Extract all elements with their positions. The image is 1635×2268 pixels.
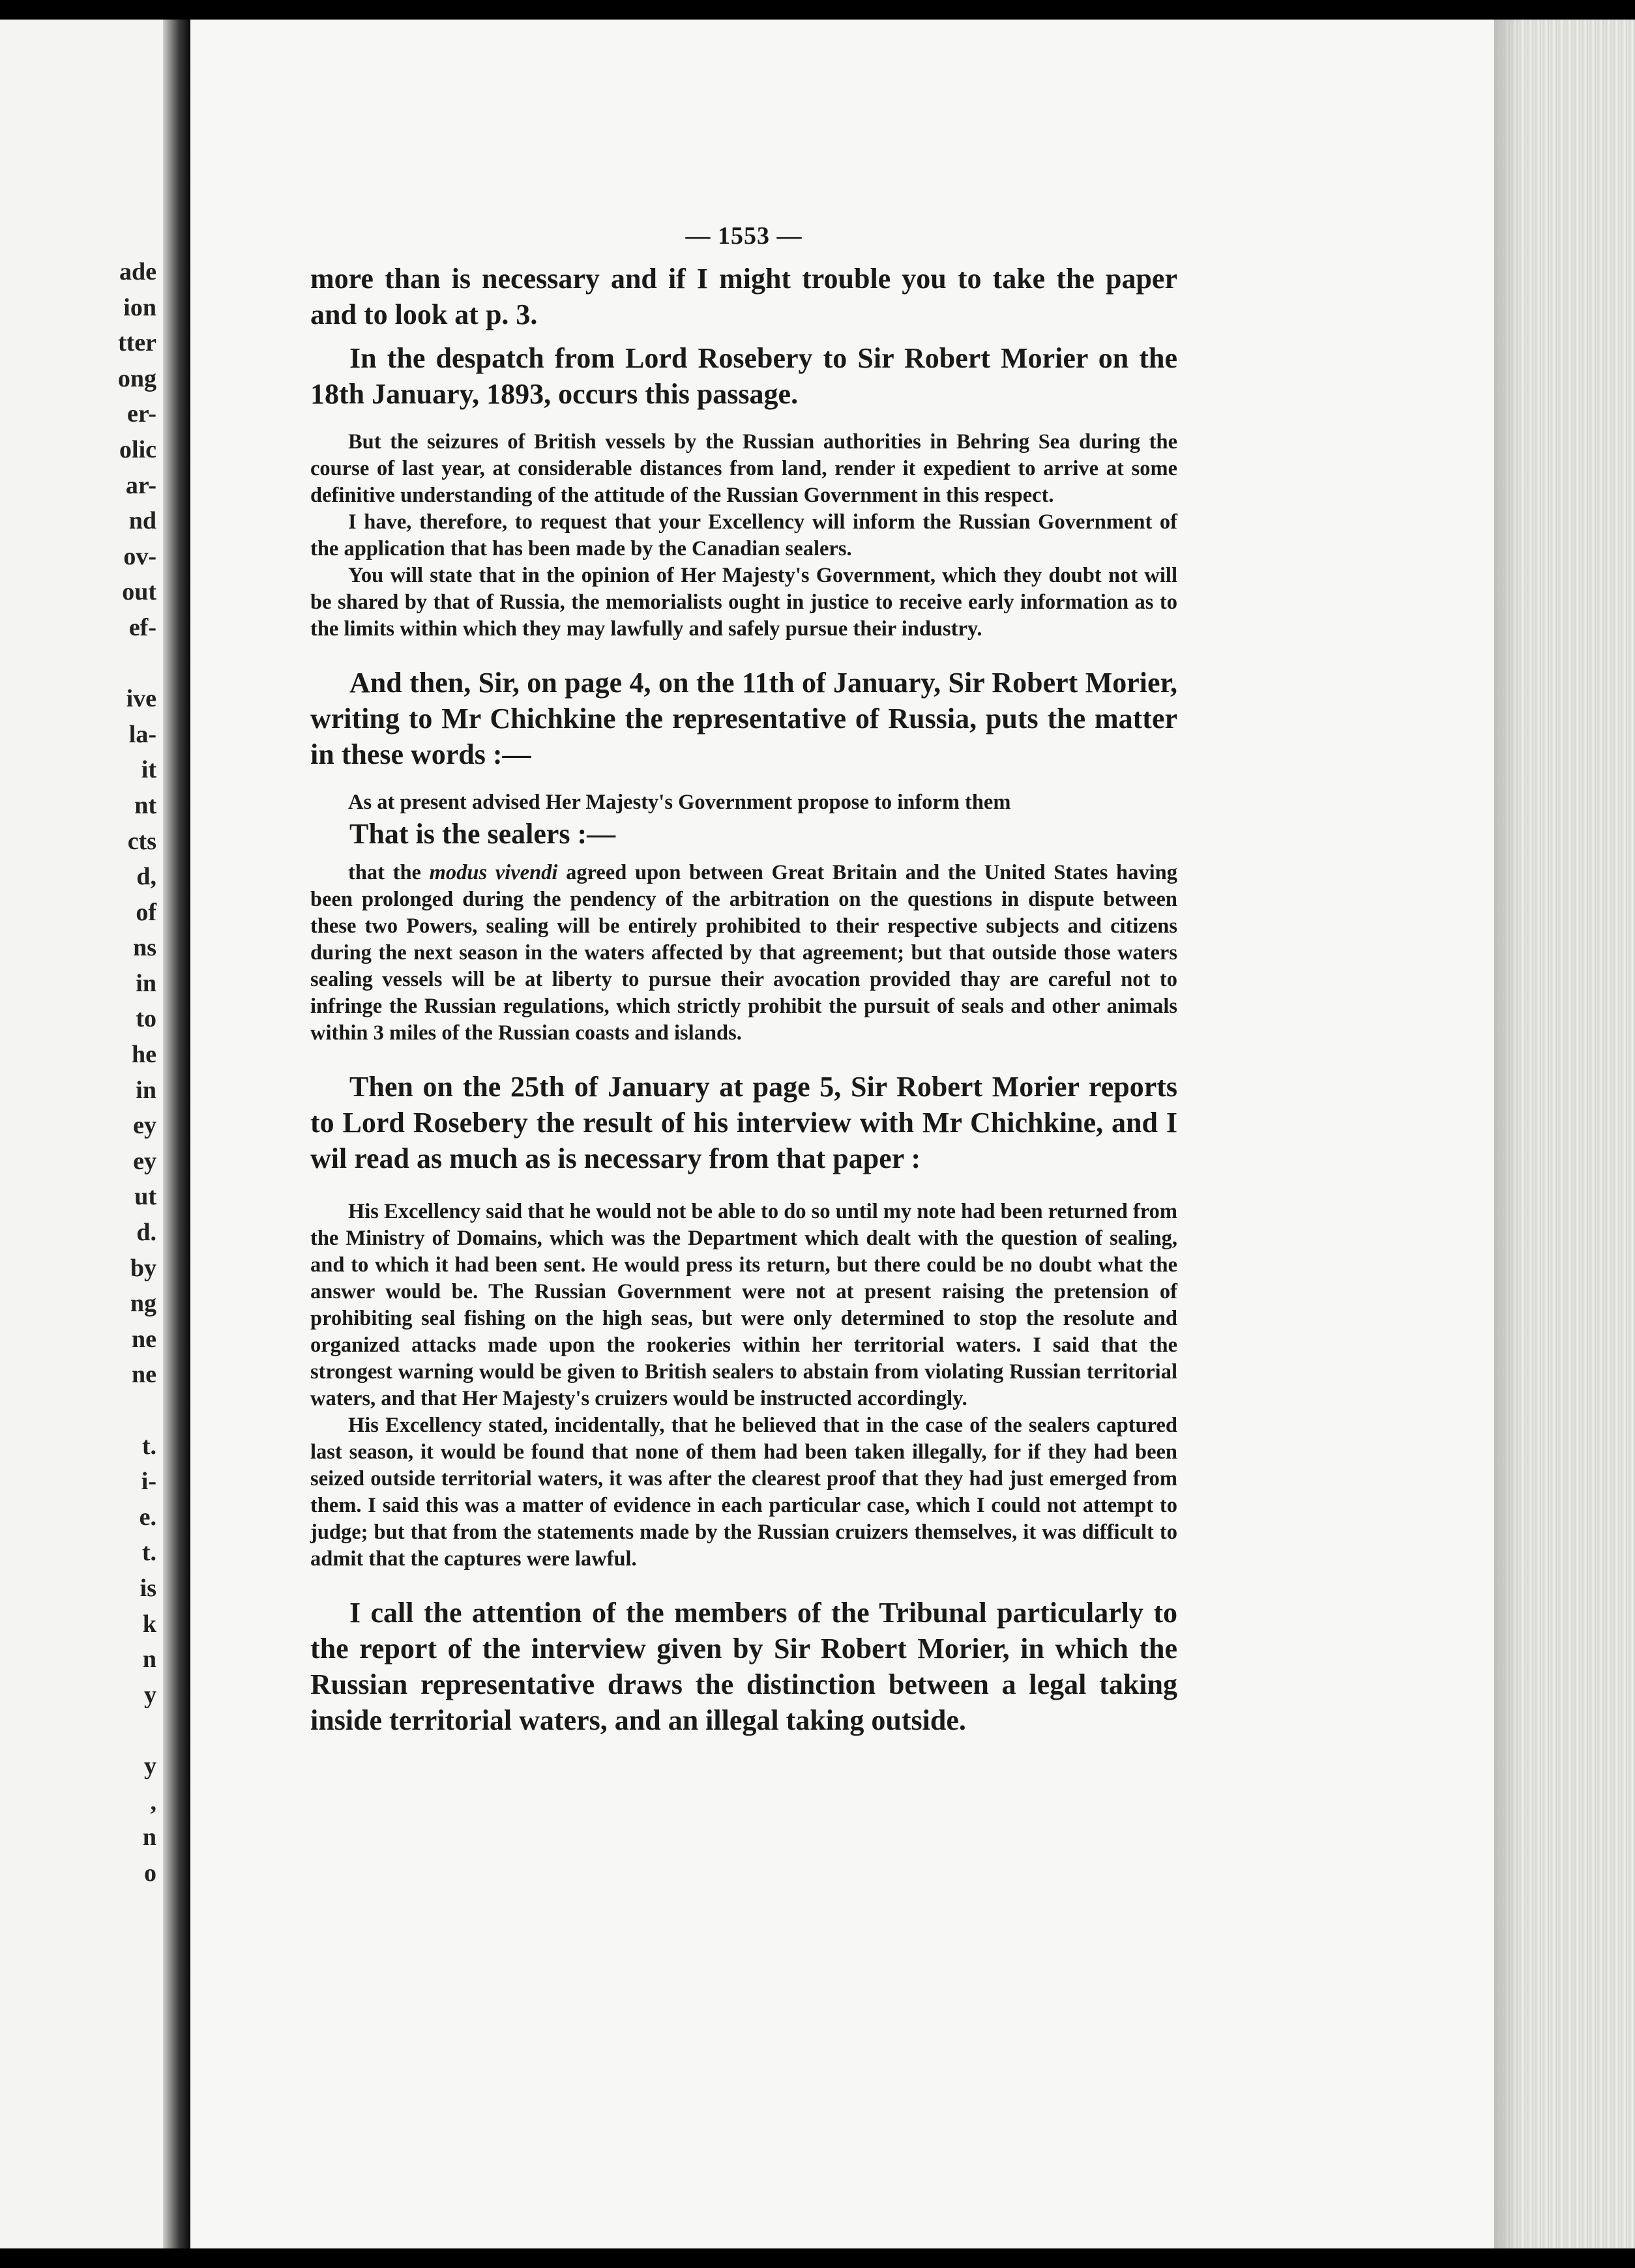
left-fragment: ne xyxy=(132,1325,156,1353)
left-fragment xyxy=(0,646,156,682)
page-text xyxy=(310,222,1177,1738)
left-fragment: in xyxy=(136,969,156,997)
left-fragment: is xyxy=(140,1574,156,1602)
left-fragment: t. xyxy=(141,1432,156,1460)
quote-rosebery-1: But the seizures of British vessels by the Russian authorities in Behring Sea during the course of last year, at considerable distances from land, render it expedient to arrive at some definitive understanding of the attitude of the Russian Government in this respect. xyxy=(310,430,1177,507)
left-fragment: n xyxy=(142,1646,156,1674)
left-fragment: ade xyxy=(119,258,156,285)
left-fragment: ov- xyxy=(123,542,156,570)
quote-rosebery-3: You will state that in the opinion of Her Majesty's Government, which they doubt not will be shared by that of Russia, the memorialists ought in justice to receive early information as to the limits within which they may lawfully and safely pursue their industry. xyxy=(310,564,1177,641)
left-fragment: out xyxy=(122,578,156,606)
page-number: — 1553 — xyxy=(685,222,803,250)
left-fragment: ive xyxy=(126,685,156,713)
paragraph-tribunal: I call the attention of the members of the Tribunal particularly to the report of the interview given by Sir Robert Morier, in which the Russian representative draws the distinction between a legal taking inside territorial waters, and an illegal taking outside. xyxy=(310,1597,1177,1736)
paragraph-continuation: more than is necessary and if I might trouble you to take the paper and to look at p. 3. xyxy=(310,263,1177,330)
left-fragment: n xyxy=(142,1824,156,1852)
left-fragment: tter xyxy=(117,329,156,357)
quote-morier-1: As at present advised Her Majesty's Government propose to inform them xyxy=(348,791,1011,814)
left-fragment: cts xyxy=(127,827,156,855)
left-fragment xyxy=(0,1393,156,1429)
left-fragment: k xyxy=(142,1610,156,1638)
left-fragment: t. xyxy=(141,1539,156,1567)
left-fragment: ut xyxy=(134,1183,156,1211)
book-gutter xyxy=(163,20,192,2248)
left-fragment: ey xyxy=(133,1112,156,1140)
left-fragment: ion xyxy=(123,293,156,321)
left-fragment: ey xyxy=(133,1147,156,1175)
left-fragment: by xyxy=(130,1254,156,1282)
left-fragment: , xyxy=(150,1788,156,1816)
quote-morier-2: that the modus vivendi agreed upon between Great Britain and the United States having been prolonged during the pendency of the arbitration on the questions in dispute between these two Powers, sealing will be entirely prohibited to their respective subjects and citizens during the next season in the waters affected by that agreement; but that outside those waters sealing vessels will be at liberty to pursue their avocation provided thay are careful not to infringe the Russian regulations, which strictly prohibit the pursuit of seals and other animals within 3 miles of the Russian coasts and islands. xyxy=(310,861,1177,1045)
left-fragment: ar- xyxy=(125,471,156,499)
left-fragment xyxy=(0,1713,156,1749)
italic-modus-vivendi: modus vivendi xyxy=(429,861,558,884)
quote-rosebery-2: I have, therefore, to request that your Excellency will inform the Russian Government of the application that has been made by the Canadian sealers. xyxy=(310,510,1177,560)
left-fragment: ng xyxy=(130,1290,156,1318)
left-fragment: d, xyxy=(136,863,156,891)
left-fragment: o xyxy=(144,1859,156,1887)
left-fragment: er- xyxy=(127,400,156,428)
left-fragment: la- xyxy=(128,720,156,748)
left-fragment: it xyxy=(141,756,156,784)
paragraph-sealers: That is the sealers :— xyxy=(349,818,616,850)
left-fragment: ong xyxy=(117,364,156,392)
left-fragment: i- xyxy=(141,1468,156,1496)
left-fragment: y xyxy=(144,1752,156,1780)
left-fragment: ns xyxy=(133,934,156,962)
left-fragment: nd xyxy=(128,507,156,535)
left-fragment: of xyxy=(136,898,156,926)
left-fragment: in xyxy=(136,1076,156,1104)
left-page-text-fragments xyxy=(0,254,156,1891)
quote-interview-2: His Excellency stated, incidentally, that he believed that in the case of the sealers captured last season, it would be found that none of them had been taken illegally, for if they had been seized outside territorial waters, it was after the clearest proof that they had just emerged from them. I said this was a matter of evidence in each particular case, which I could not attempt to judge; but that from the statements made by the Russian cruizers themselves, it was difficult to admit that the captures were lawful. xyxy=(310,1414,1177,1571)
paragraph-page-5: Then on the 25th of January at page 5, Sir Robert Morier reports to Lord Rosebery the result of his interview with Mr Chichkine, and I wil read as much as is necessary from that paper : xyxy=(310,1071,1177,1174)
left-fragment: nt xyxy=(134,791,156,819)
left-fragment: ne xyxy=(132,1361,156,1389)
left-fragment: olic xyxy=(119,435,156,463)
left-fragment: y xyxy=(144,1681,156,1709)
left-fragment: d. xyxy=(136,1219,156,1247)
page-edge-shadow xyxy=(1494,20,1520,2248)
left-fragment: to xyxy=(136,1005,156,1033)
left-fragment: e. xyxy=(139,1503,156,1531)
left-fragment: he xyxy=(132,1041,156,1069)
left-fragment: ef- xyxy=(128,613,156,641)
paragraph-despatch-intro: In the despatch from Lord Rosebery to Sir Robert Morier on the 18th January, 1893, occurs this passage. xyxy=(310,342,1177,410)
quote-interview-1: His Excellency said that he would not be able to do so until my note had been returned from the Ministry of Domains, which was the Department which dealt with the question of sealing, and to which it had been sent. He would press its return, but there could be no doubt what the answer would be. The Russian Government were not at present raising the pretension of prohibiting seal fishing on the high seas, but were only determined to stop the resolute and organized attacks made upon the rookeries within her territorial waters. I said that the strongest warning would be given to British sealers to abstain from violating Russian territorial waters, and that Her Majesty's cruizers would be instructed accordingly. xyxy=(310,1200,1177,1410)
paragraph-page-4: And then, Sir, on page 4, on the 11th of January, Sir Robert Morier, writing to Mr Chichkine the representative of Russia, puts the matter in these words :— xyxy=(310,667,1177,770)
